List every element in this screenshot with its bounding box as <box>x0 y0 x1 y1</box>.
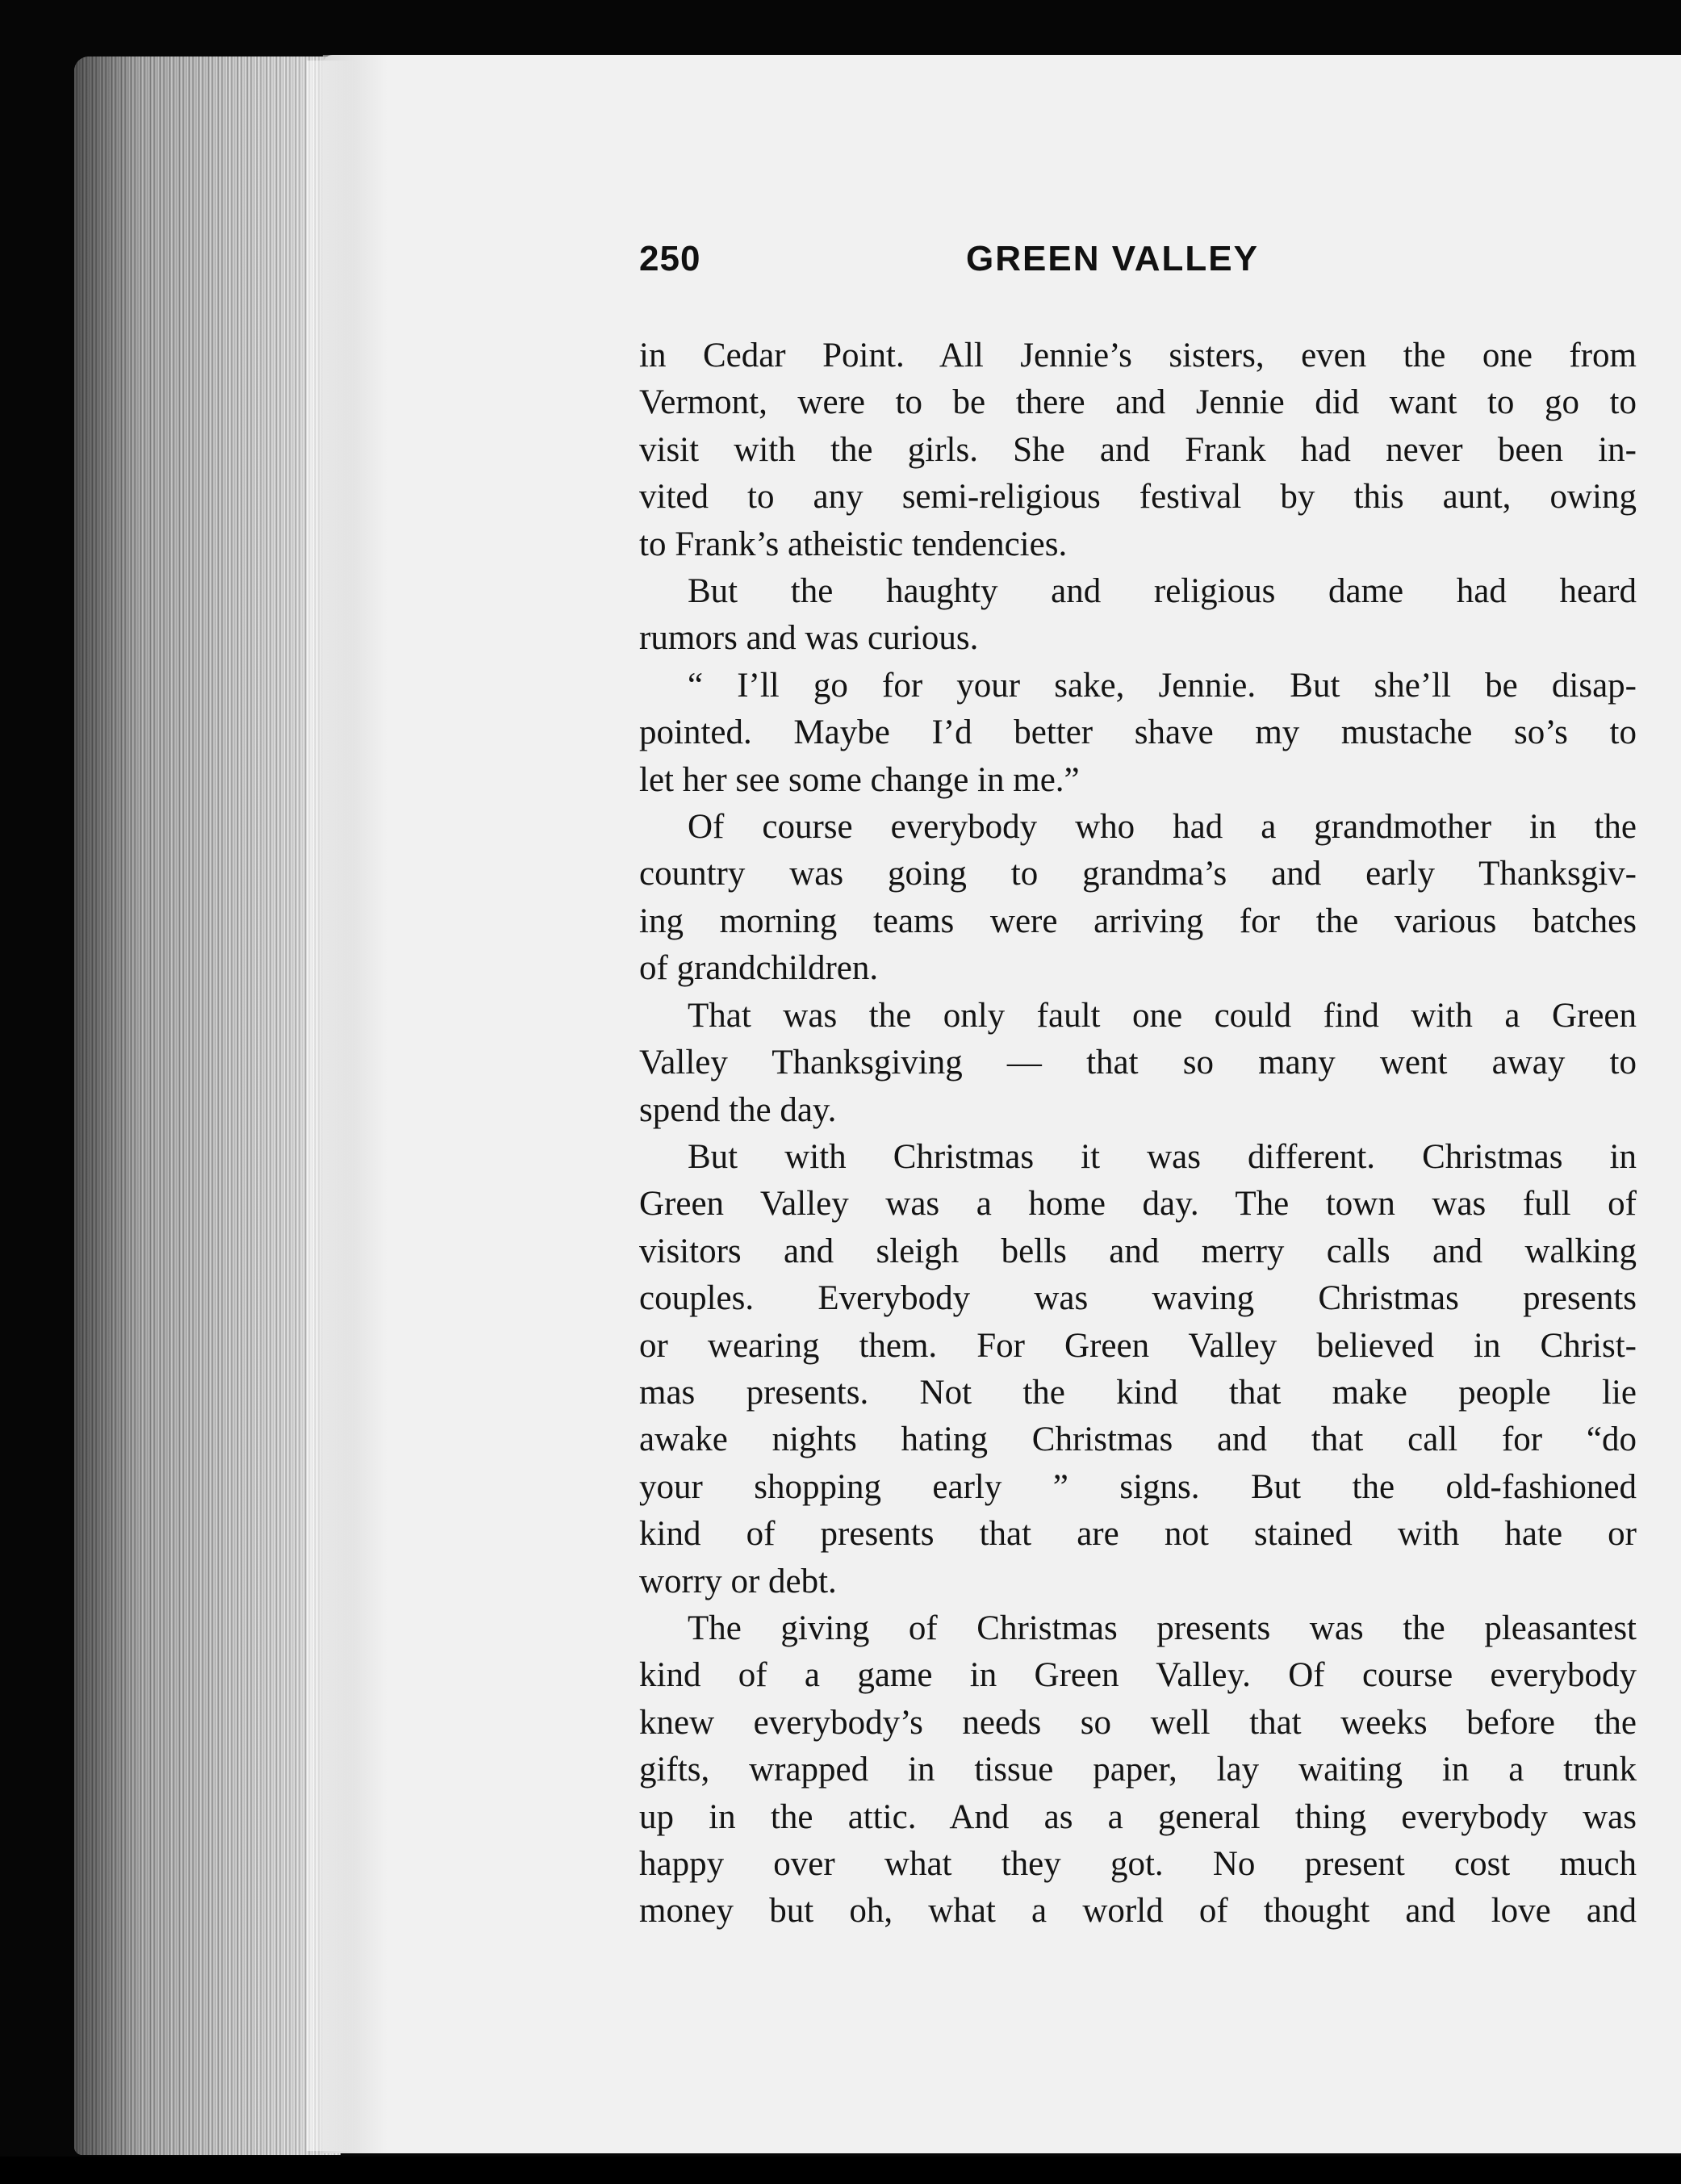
paragraph <box>639 804 1637 993</box>
text-line: worry or debt. <box>639 1562 837 1600</box>
text-line: happy over what they got. No present cost much <box>639 1845 1637 1883</box>
text-line: your shopping early ” signs. But the old-fashioned <box>639 1467 1637 1506</box>
text-line: But the haughty and religious dame had heard <box>688 572 1637 611</box>
text-line: up in the attic. And as a general thing everybody was <box>639 1797 1637 1836</box>
book-title: GREEN VALLEY <box>966 239 1260 278</box>
text-line: spend the day. <box>639 1090 837 1129</box>
page-number: 250 <box>639 239 701 278</box>
text-line: or wearing them. For Green Valley believed in Christ- <box>639 1326 1637 1365</box>
text-line: in Cedar Point. All Jennie’s sisters, even the one from <box>639 337 1637 374</box>
text-line: of grandchildren. <box>639 949 879 988</box>
text-line: pointed. Maybe I’d better shave my mustache so’s to <box>639 713 1637 752</box>
text-line: mas presents. Not the kind that make people lie <box>639 1373 1637 1412</box>
paragraph <box>639 1605 1637 1935</box>
text-line: visitors and sleigh bells and merry calls and walking <box>639 1232 1637 1270</box>
text-line: country was going to grandma’s and early Thanksgiv- <box>639 855 1637 893</box>
paragraph <box>639 1134 1637 1605</box>
text-line: Of course everybody who had a grandmother in the <box>688 808 1637 847</box>
text-line: Valley Thanksgiving — that so many went away to <box>639 1044 1637 1082</box>
text-line: money but oh, what a world of thought and love and <box>639 1892 1637 1931</box>
gutter-highlight <box>307 61 355 2151</box>
text-line: vited to any semi-religious festival by this aunt, owing <box>639 478 1637 517</box>
paragraph <box>639 333 1637 568</box>
text-line: ing morning teams were arriving for the various batches <box>639 902 1637 940</box>
text-line: The giving of Christmas presents was the pleasantest <box>688 1609 1637 1647</box>
text-line: let her see some change in me.” <box>639 760 1080 799</box>
text-line: kind of a game in Green Valley. Of course everybody <box>639 1656 1637 1695</box>
text-line: Vermont, were to be there and Jennie did want to go to <box>639 383 1637 422</box>
scan-border <box>0 2157 1681 2184</box>
text-line: to Frank’s atheistic tendencies. <box>639 525 1068 563</box>
text-line: couples. Everybody was waving Christmas presents <box>639 1279 1637 1318</box>
book-page-edges <box>74 56 341 2155</box>
text-line: That was the only fault one could find with a Green <box>688 996 1637 1035</box>
text-line: rumors and was curious. <box>639 619 979 658</box>
text-line: kind of presents that are not stained with hate or <box>639 1515 1637 1554</box>
text-line: knew everybody’s needs so well that weeks before the <box>639 1703 1637 1742</box>
body-text <box>639 333 1637 1935</box>
paragraph <box>639 663 1637 804</box>
text-line: But with Christmas it was different. Christmas in <box>688 1137 1637 1176</box>
paragraph <box>639 568 1637 663</box>
text-line: Green Valley was a home day. The town was full of <box>639 1185 1637 1224</box>
text-line: visit with the girls. She and Frank had never been in- <box>639 430 1637 469</box>
text-line: awake nights hating Christmas and that call for “do <box>639 1420 1637 1459</box>
running-head <box>639 239 1317 295</box>
paragraph <box>639 993 1637 1134</box>
text-line: “ I’ll go for your sake, Jennie. But she’ll be disap- <box>688 666 1637 705</box>
text-line: gifts, wrapped in tissue paper, lay waiting in a trunk <box>639 1751 1637 1789</box>
